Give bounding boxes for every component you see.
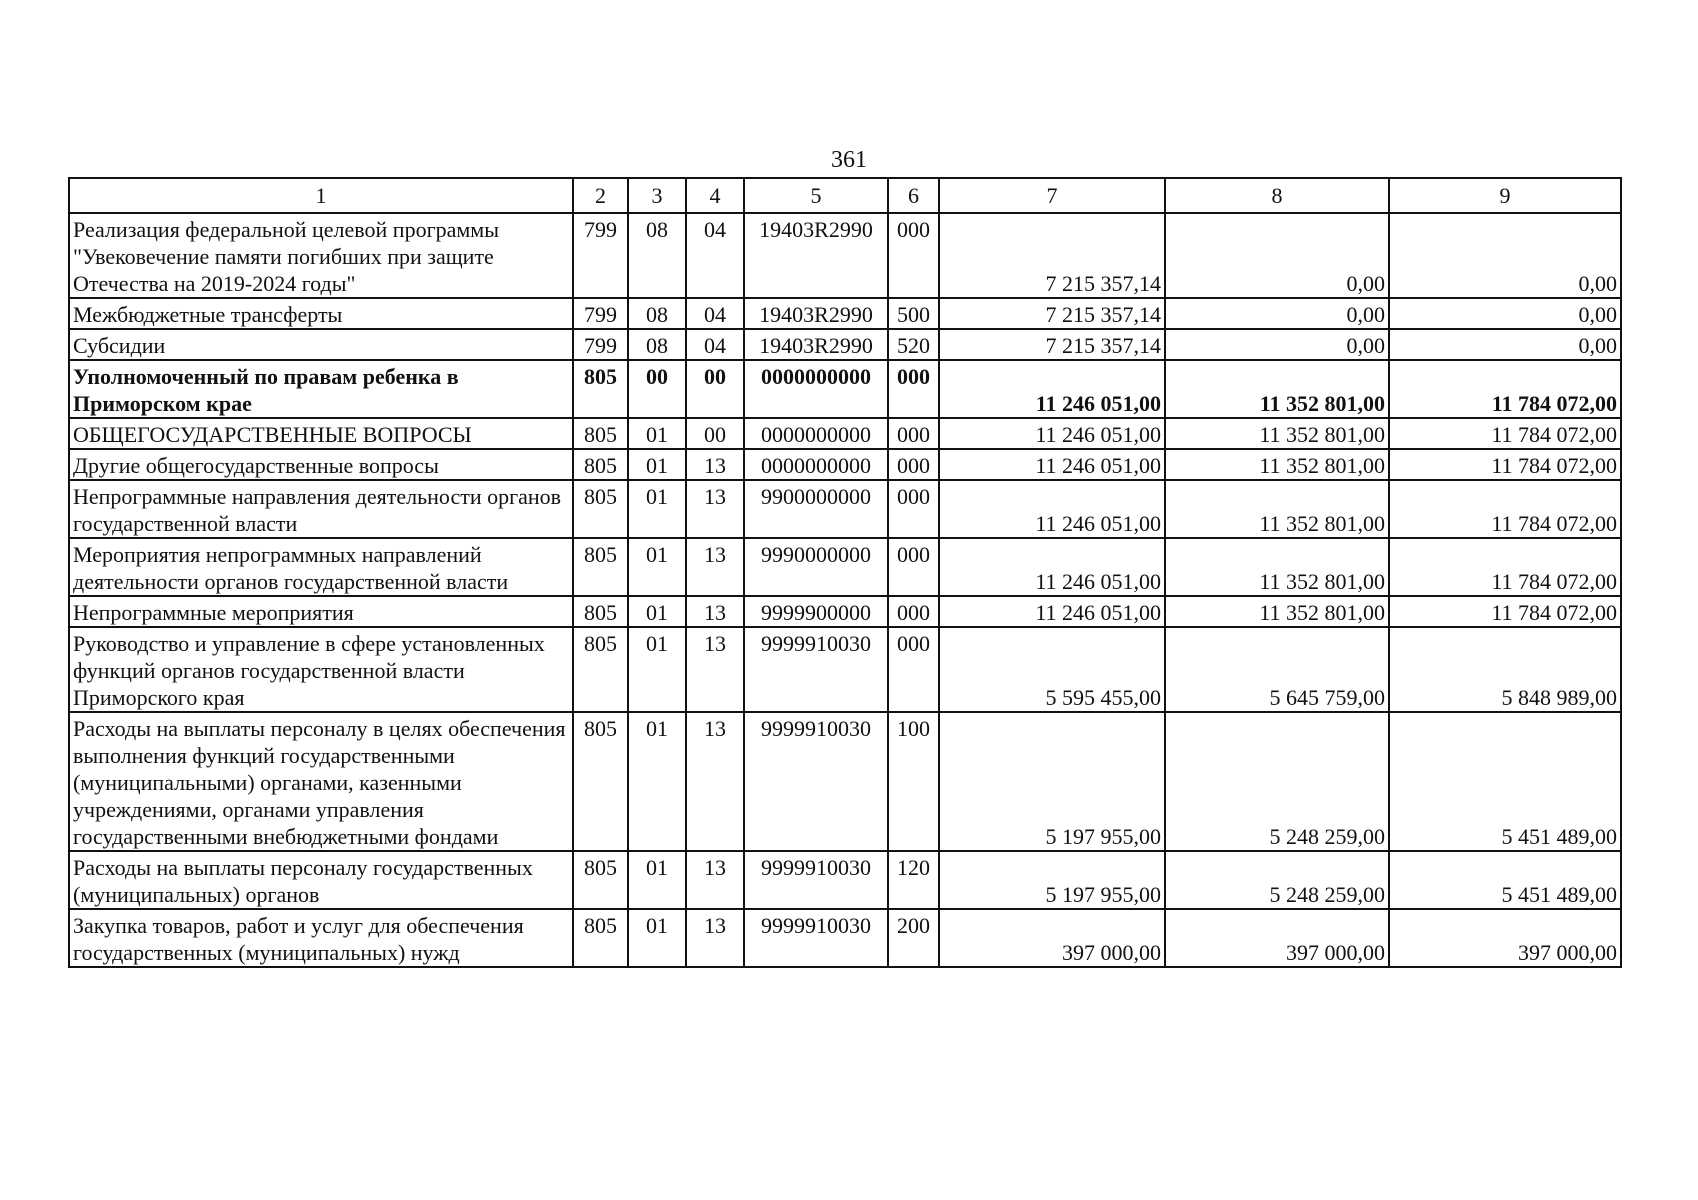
ministry-code: 805: [573, 449, 628, 480]
table-row: [69, 480, 1621, 538]
target-item-code: 19403R2990: [744, 329, 888, 360]
amount-column-8: 397 000,00: [1165, 909, 1389, 967]
ministry-code: 799: [573, 213, 628, 298]
table-header: [69, 178, 1621, 213]
amount-column-8: 11 352 801,00: [1165, 449, 1389, 480]
amount-column-7: 7 215 357,14: [939, 298, 1165, 329]
column-header-5: 5: [744, 178, 888, 213]
amount-column-9: 5 451 489,00: [1389, 712, 1621, 851]
amount-column-9: 0,00: [1389, 329, 1621, 360]
table-row: [69, 627, 1621, 712]
target-item-code: 19403R2990: [744, 213, 888, 298]
section-code: 01: [628, 596, 686, 627]
expense-name: Непрограммные направления деятельности органов государственной власти: [69, 480, 573, 538]
amount-column-8: 0,00: [1165, 298, 1389, 329]
amount-column-9: 397 000,00: [1389, 909, 1621, 967]
ministry-code: 799: [573, 298, 628, 329]
column-header-4: 4: [686, 178, 744, 213]
table-row: [69, 418, 1621, 449]
expense-type-code: 120: [888, 851, 939, 909]
amount-column-8: 11 352 801,00: [1165, 480, 1389, 538]
ministry-code: 805: [573, 909, 628, 967]
subsection-code: 13: [686, 627, 744, 712]
amount-column-8: 0,00: [1165, 213, 1389, 298]
amount-column-8: 0,00: [1165, 329, 1389, 360]
column-header-3: 3: [628, 178, 686, 213]
subsection-code: 13: [686, 480, 744, 538]
expense-type-code: 000: [888, 418, 939, 449]
expense-type-code: 500: [888, 298, 939, 329]
amount-column-9: 11 784 072,00: [1389, 360, 1621, 418]
expense-type-code: 000: [888, 360, 939, 418]
ministry-code: 805: [573, 712, 628, 851]
ministry-code: 805: [573, 851, 628, 909]
subsection-code: 13: [686, 712, 744, 851]
expense-name: Расходы на выплаты персоналу в целях обеспечения выполнения функций государственными (муниципальными) органами, казенными учреждениями, органами управления государственными внебюджетными фондами: [69, 712, 573, 851]
section-code: 08: [628, 329, 686, 360]
ministry-code: 805: [573, 418, 628, 449]
expense-type-code: 000: [888, 449, 939, 480]
section-code: 01: [628, 627, 686, 712]
ministry-code: 799: [573, 329, 628, 360]
target-item-code: 9999900000: [744, 596, 888, 627]
table-row: [69, 538, 1621, 596]
amount-column-9: 11 784 072,00: [1389, 480, 1621, 538]
amount-column-7: 5 197 955,00: [939, 712, 1165, 851]
column-number-row: [69, 178, 1621, 213]
expense-name: ОБЩЕГОСУДАРСТВЕННЫЕ ВОПРОСЫ: [69, 418, 573, 449]
page-number: 361: [831, 147, 867, 173]
column-header-9: 9: [1389, 178, 1621, 213]
amount-column-9: 11 784 072,00: [1389, 538, 1621, 596]
subsection-code: 13: [686, 851, 744, 909]
amount-column-9: 11 784 072,00: [1389, 449, 1621, 480]
amount-column-8: 5 248 259,00: [1165, 712, 1389, 851]
target-item-code: 9999910030: [744, 712, 888, 851]
table-row: [69, 851, 1621, 909]
expense-type-code: 000: [888, 480, 939, 538]
table-row: [69, 360, 1621, 418]
subsection-code: 00: [686, 360, 744, 418]
ministry-code: 805: [573, 360, 628, 418]
section-code: 01: [628, 418, 686, 449]
amount-column-8: 11 352 801,00: [1165, 360, 1389, 418]
ministry-code: 805: [573, 538, 628, 596]
subsection-code: 13: [686, 449, 744, 480]
ministry-code: 805: [573, 596, 628, 627]
expense-name: Реализация федеральной целевой программы "Увековечение памяти погибших при защите Отечества на 2019-2024 годы": [69, 213, 573, 298]
section-code: 00: [628, 360, 686, 418]
ministry-code: 805: [573, 480, 628, 538]
amount-column-9: 11 784 072,00: [1389, 418, 1621, 449]
amount-column-8: 11 352 801,00: [1165, 538, 1389, 596]
expense-type-code: 000: [888, 596, 939, 627]
expense-name: Уполномоченный по правам ребенка в Приморском крае: [69, 360, 573, 418]
subsection-code: 00: [686, 418, 744, 449]
expense-type-code: 200: [888, 909, 939, 967]
expense-name: Мероприятия непрограммных направлений деятельности органов государственной власти: [69, 538, 573, 596]
table-row: [69, 909, 1621, 967]
amount-column-7: 11 246 051,00: [939, 360, 1165, 418]
amount-column-7: 7 215 357,14: [939, 329, 1165, 360]
column-header-1: 1: [69, 178, 573, 213]
column-header-8: 8: [1165, 178, 1389, 213]
table-row: [69, 712, 1621, 851]
target-item-code: 0000000000: [744, 449, 888, 480]
subsection-code: 04: [686, 298, 744, 329]
section-code: 01: [628, 449, 686, 480]
expense-name: Закупка товаров, работ и услуг для обеспечения государственных (муниципальных) нужд: [69, 909, 573, 967]
table-row: [69, 449, 1621, 480]
amount-column-7: 11 246 051,00: [939, 449, 1165, 480]
budget-table: [68, 177, 1622, 968]
expense-name: Субсидии: [69, 329, 573, 360]
subsection-code: 04: [686, 329, 744, 360]
expense-type-code: 100: [888, 712, 939, 851]
target-item-code: 9999910030: [744, 909, 888, 967]
amount-column-8: 11 352 801,00: [1165, 418, 1389, 449]
amount-column-8: 11 352 801,00: [1165, 596, 1389, 627]
expense-name: Руководство и управление в сфере установленных функций органов государственной власти Приморского края: [69, 627, 573, 712]
amount-column-7: 7 215 357,14: [939, 213, 1165, 298]
table-row: [69, 213, 1621, 298]
amount-column-7: 11 246 051,00: [939, 596, 1165, 627]
amount-column-9: 11 784 072,00: [1389, 596, 1621, 627]
amount-column-7: 5 197 955,00: [939, 851, 1165, 909]
amount-column-7: 5 595 455,00: [939, 627, 1165, 712]
amount-column-8: 5 645 759,00: [1165, 627, 1389, 712]
amount-column-9: 5 451 489,00: [1389, 851, 1621, 909]
target-item-code: 9999910030: [744, 627, 888, 712]
amount-column-9: 5 848 989,00: [1389, 627, 1621, 712]
column-header-7: 7: [939, 178, 1165, 213]
ministry-code: 805: [573, 627, 628, 712]
target-item-code: 9990000000: [744, 538, 888, 596]
section-code: 01: [628, 712, 686, 851]
amount-column-7: 11 246 051,00: [939, 538, 1165, 596]
expense-type-code: 000: [888, 213, 939, 298]
subsection-code: 13: [686, 538, 744, 596]
expense-type-code: 000: [888, 627, 939, 712]
target-item-code: 9999910030: [744, 851, 888, 909]
section-code: 01: [628, 851, 686, 909]
table-row: [69, 329, 1621, 360]
section-code: 08: [628, 213, 686, 298]
subsection-code: 13: [686, 596, 744, 627]
amount-column-9: 0,00: [1389, 298, 1621, 329]
section-code: 01: [628, 909, 686, 967]
target-item-code: 0000000000: [744, 418, 888, 449]
amount-column-8: 5 248 259,00: [1165, 851, 1389, 909]
subsection-code: 13: [686, 909, 744, 967]
column-header-2: 2: [573, 178, 628, 213]
target-item-code: 9900000000: [744, 480, 888, 538]
section-code: 08: [628, 298, 686, 329]
expense-name: Другие общегосударственные вопросы: [69, 449, 573, 480]
section-code: 01: [628, 480, 686, 538]
table-row: [69, 298, 1621, 329]
expense-type-code: 000: [888, 538, 939, 596]
target-item-code: 0000000000: [744, 360, 888, 418]
expense-name: Межбюджетные трансферты: [69, 298, 573, 329]
amount-column-7: 11 246 051,00: [939, 418, 1165, 449]
expense-type-code: 520: [888, 329, 939, 360]
table-body: [69, 213, 1621, 967]
amount-column-7: 11 246 051,00: [939, 480, 1165, 538]
column-header-6: 6: [888, 178, 939, 213]
expense-name: Непрограммные мероприятия: [69, 596, 573, 627]
amount-column-9: 0,00: [1389, 213, 1621, 298]
table-row: [69, 596, 1621, 627]
subsection-code: 04: [686, 213, 744, 298]
target-item-code: 19403R2990: [744, 298, 888, 329]
amount-column-7: 397 000,00: [939, 909, 1165, 967]
section-code: 01: [628, 538, 686, 596]
expense-name: Расходы на выплаты персоналу государственных (муниципальных) органов: [69, 851, 573, 909]
